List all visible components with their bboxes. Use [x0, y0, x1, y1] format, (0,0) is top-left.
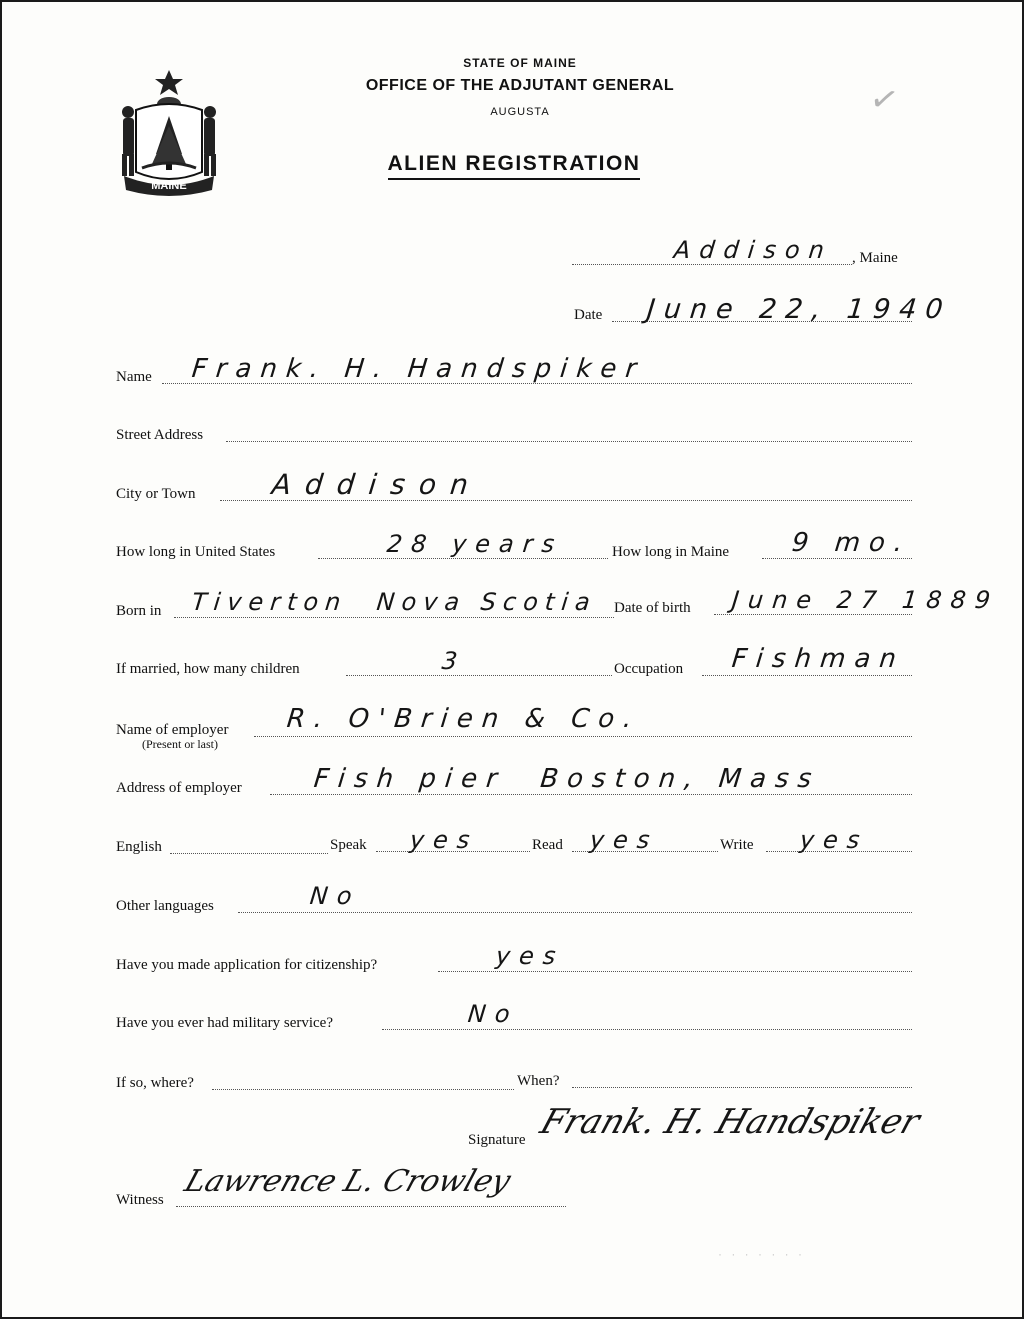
witness-label: Witness [116, 1192, 164, 1208]
employer-label: Name of employer [116, 722, 229, 738]
office-heading: OFFICE OF THE ADJUTANT GENERAL [365, 77, 675, 94]
speak-entry: yes [408, 826, 480, 854]
when-label: When? [517, 1073, 560, 1089]
when-line [572, 1087, 912, 1088]
speak-label: Speak [330, 837, 367, 853]
witness-signature: Lawrence L. Crowley [180, 1164, 516, 1199]
check-mark-icon: ✓ [866, 77, 903, 123]
employer-address-entry: Fish pier Boston, Mass [312, 764, 822, 794]
maine-label: , Maine [852, 250, 898, 266]
where-label: If so, where? [116, 1075, 194, 1091]
date-label: Date [574, 307, 603, 323]
months-maine-entry: 9 mo. [790, 528, 913, 558]
other-languages-line [238, 912, 912, 913]
employer-note: (Present or last) [142, 737, 218, 751]
birth-date-line [714, 614, 912, 615]
military-line [382, 1029, 912, 1030]
occupation-line [702, 675, 912, 676]
years-us-entry: 28 years [385, 530, 565, 558]
signature-label: Signature [468, 1132, 526, 1148]
citizenship-entry: yes [494, 942, 566, 970]
months-maine-line [762, 558, 912, 559]
birthplace-entry: Tiverton Nova Scotia [190, 588, 599, 616]
children-entry: 3 [440, 647, 468, 675]
birth-date-label: Date of birth [614, 600, 691, 616]
witness-line [176, 1206, 566, 1207]
other-languages-entry: No [308, 882, 363, 910]
employer-address-label: Address of employer [116, 780, 242, 796]
write-label: Write [720, 837, 754, 853]
months-maine-label: How long in Maine [612, 544, 730, 560]
military-entry: No [466, 1000, 521, 1028]
faint-stamp-marks: · · · · · · · [718, 1247, 805, 1261]
street-address-line [226, 441, 912, 442]
years-us-label: How long in United States [116, 544, 276, 560]
employer-address-line [270, 794, 912, 795]
occupation-entry: Fishman [730, 644, 907, 674]
city-entry: Addison [270, 468, 484, 501]
years-us-line [318, 558, 608, 559]
city-label: City or Town [116, 486, 196, 502]
birthplace-label: Born in [116, 603, 162, 619]
street-address-label: Street Address [116, 427, 204, 443]
where-line [212, 1089, 514, 1090]
citizenship-label: Have you made application for citizenship? [116, 957, 378, 973]
city-heading: AUGUSTA [490, 106, 550, 118]
read-entry: yes [588, 826, 660, 854]
state-heading: STATE OF MAINE [463, 56, 577, 70]
name-label: Name [116, 369, 152, 385]
signature-entry: Frank. H. Handspiker [535, 1102, 925, 1142]
read-label: Read [532, 837, 563, 853]
other-languages-label: Other languages [116, 898, 214, 914]
children-line [346, 675, 612, 676]
name-entry: Frank. H. Handspiker [190, 354, 647, 384]
town-entry: Addison [672, 236, 835, 264]
form-title: ALIEN REGISTRATION [2, 152, 1024, 176]
occupation-label: Occupation [614, 661, 684, 677]
military-label: Have you ever had military service? [116, 1015, 333, 1031]
form-page [2, 2, 1022, 1317]
english-line [170, 853, 328, 854]
children-label: If married, how many children [116, 661, 300, 677]
english-label: English [116, 839, 162, 855]
town-line [572, 264, 852, 265]
seal-banner-text: MAINE [151, 180, 187, 192]
date-entry: June 22, 1940 [645, 294, 954, 325]
employer-entry: R. O'Brien & Co. [285, 704, 643, 734]
employer-line [254, 736, 912, 737]
birthplace-line [174, 617, 614, 618]
write-entry: yes [798, 826, 870, 854]
citizenship-line [438, 971, 912, 972]
birth-date-entry: June 27 1889 [730, 586, 1001, 614]
